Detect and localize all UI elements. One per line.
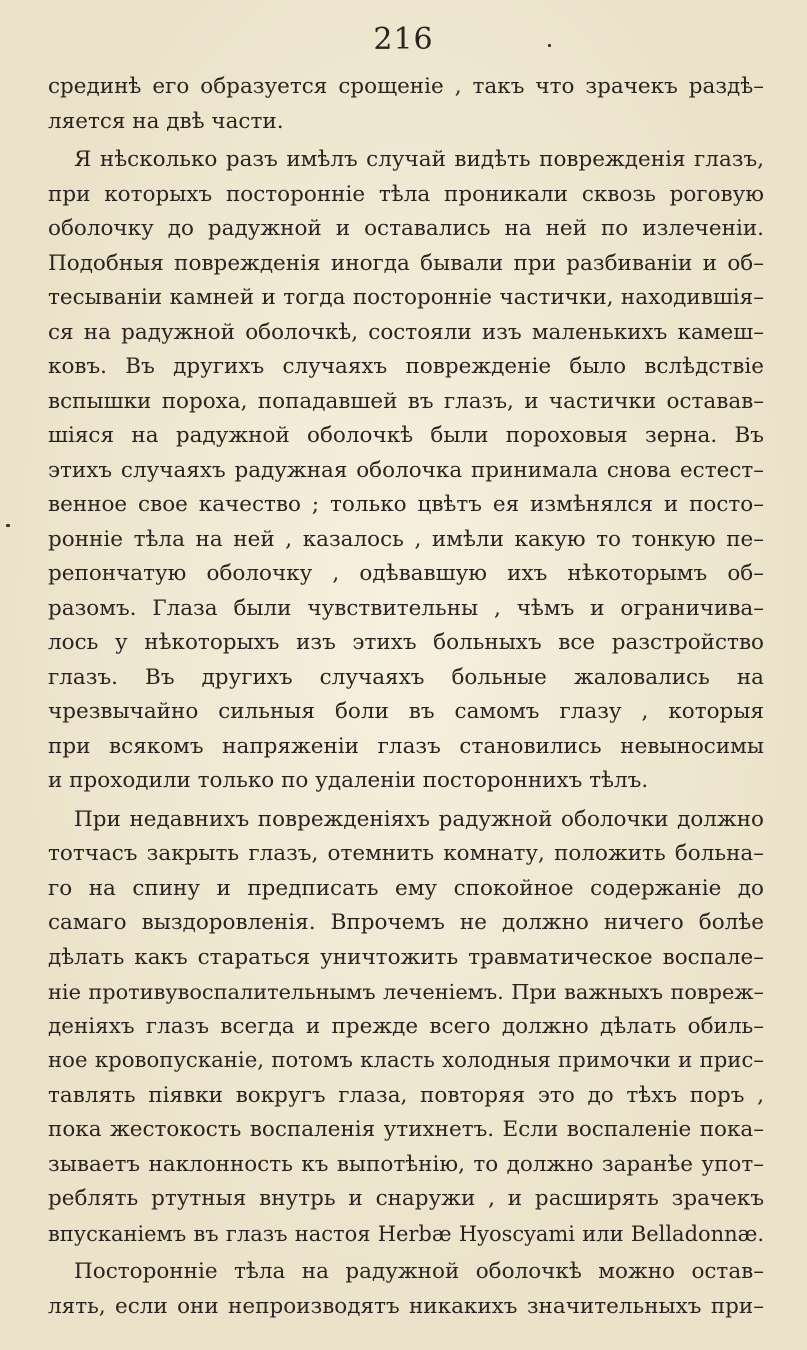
text-line: тесываніи камней и тогда посторонніе частички, находившія– [48,285,764,310]
text-line: вспышки пороха, попадавшей въ глазъ, и частички оставав– [48,388,764,414]
text-line: зываетъ наклонность къ выпотѣнію, то должно заранѣе упот– [48,1151,764,1177]
text-line: го на спину и предписать ему спокойное содержаніе до [48,875,764,901]
paragraph-2 [48,143,764,799]
text-line: ся на радужной оболочкѣ, состояли изъ маленькихъ камеш– [48,319,764,345]
text-line: деніяхъ глазъ всегда и прежде всего должно дѣлать обиль– [48,1013,764,1039]
print-speck [6,524,10,527]
text-line: шіяся на радужной оболочкѣ были пороховыя зерна. Въ [48,423,764,448]
text-line: и проходили только по удаленіи постороннихъ тѣлъ. [48,768,649,793]
text-line: Я нѣсколько разъ имѣлъ случай видѣть поврежденія глазъ, [74,147,764,172]
text-line: Подобныя поврежденія иногда бывали при разбиваніи и об– [48,250,764,276]
text-line: ное кровопусканіе, потомъ класть холодныя примочки и прис– [48,1048,764,1073]
text-line: срединѣ его образуется срощеніе , такъ что зрачекъ раздѣ– [48,74,764,99]
text-line: лять, если они непроизводятъ никакихъ значительныхъ при– [48,1293,764,1319]
text-line: репончатую оболочку , одѣвавшую ихъ нѣкоторымъ об– [48,561,764,586]
text-line: При недавнихъ поврежденіяхъ радужной оболочки должно [74,806,764,832]
paragraph-3 [48,803,764,1252]
text-line: венное свое качество ; только цвѣтъ ея измѣнялся и посто– [48,492,764,517]
text-line: при всякомъ напряженіи глазъ становились невыносимы [48,733,764,759]
text-line: впусканіемъ въ глазъ настоя Herbæ Hyoscyami или Belladonnæ. [48,1221,764,1246]
text-line: самаго выздоровленія. Впрочемъ не должно ничего болѣе [48,910,764,935]
text-line: глазъ. Въ другихъ случаяхъ больные жаловались на [48,664,764,690]
text-line: ронніе тѣла на ней , казалось , имѣли какую то тонкую пе– [48,526,764,552]
text-line: при которыхъ посторонніе тѣла проникали сквозь роговую [48,181,764,207]
text-line: лось у нѣкоторыхъ изъ этихъ больныхъ все разстройство [48,630,764,655]
text-line: ляется на двѣ части. [48,108,284,134]
paragraph-4 [48,1255,764,1324]
text-line: тавлять піявки вокругъ глаза, повторяя это до тѣхъ поръ , [48,1082,764,1108]
text-line: этихъ случаяхъ радужная оболочка принимала снова естест– [48,457,764,483]
text-line: Посторонніе тѣла на радужной оболочкѣ можно остав– [74,1259,764,1284]
text-line: оболочку до радужной и оставались на ней по излеченіи. [48,216,764,241]
text-line: дѣлать какъ стараться уничтожить травматическое воспале– [48,944,764,970]
text-line: тотчасъ закрыть глазъ, отемнить комнату, положить больна– [48,841,764,866]
text-line: ковъ. Въ другихъ случаяхъ поврежденіе было вслѣдствіе [48,354,764,379]
paragraph-1 [48,70,764,139]
text-line: чрезвычайно сильныя боли въ самомъ глазу , которыя [48,699,764,724]
page-number: 216 [373,22,434,57]
print-speck [548,44,551,47]
text-line: разомъ. Глаза были чувствительны , чѣмъ и ограничива– [48,595,764,621]
body-text [48,70,764,1324]
text-line: реблять ртутныя внутрь и снаружи , и расширять зрачекъ [48,1186,764,1211]
text-line: пока жестокость воспаленія утихнетъ. Если воспаленіе пока– [48,1117,764,1142]
text-line: ніе противувоспалительнымъ леченіемъ. При важныхъ повреж– [48,980,764,1004]
